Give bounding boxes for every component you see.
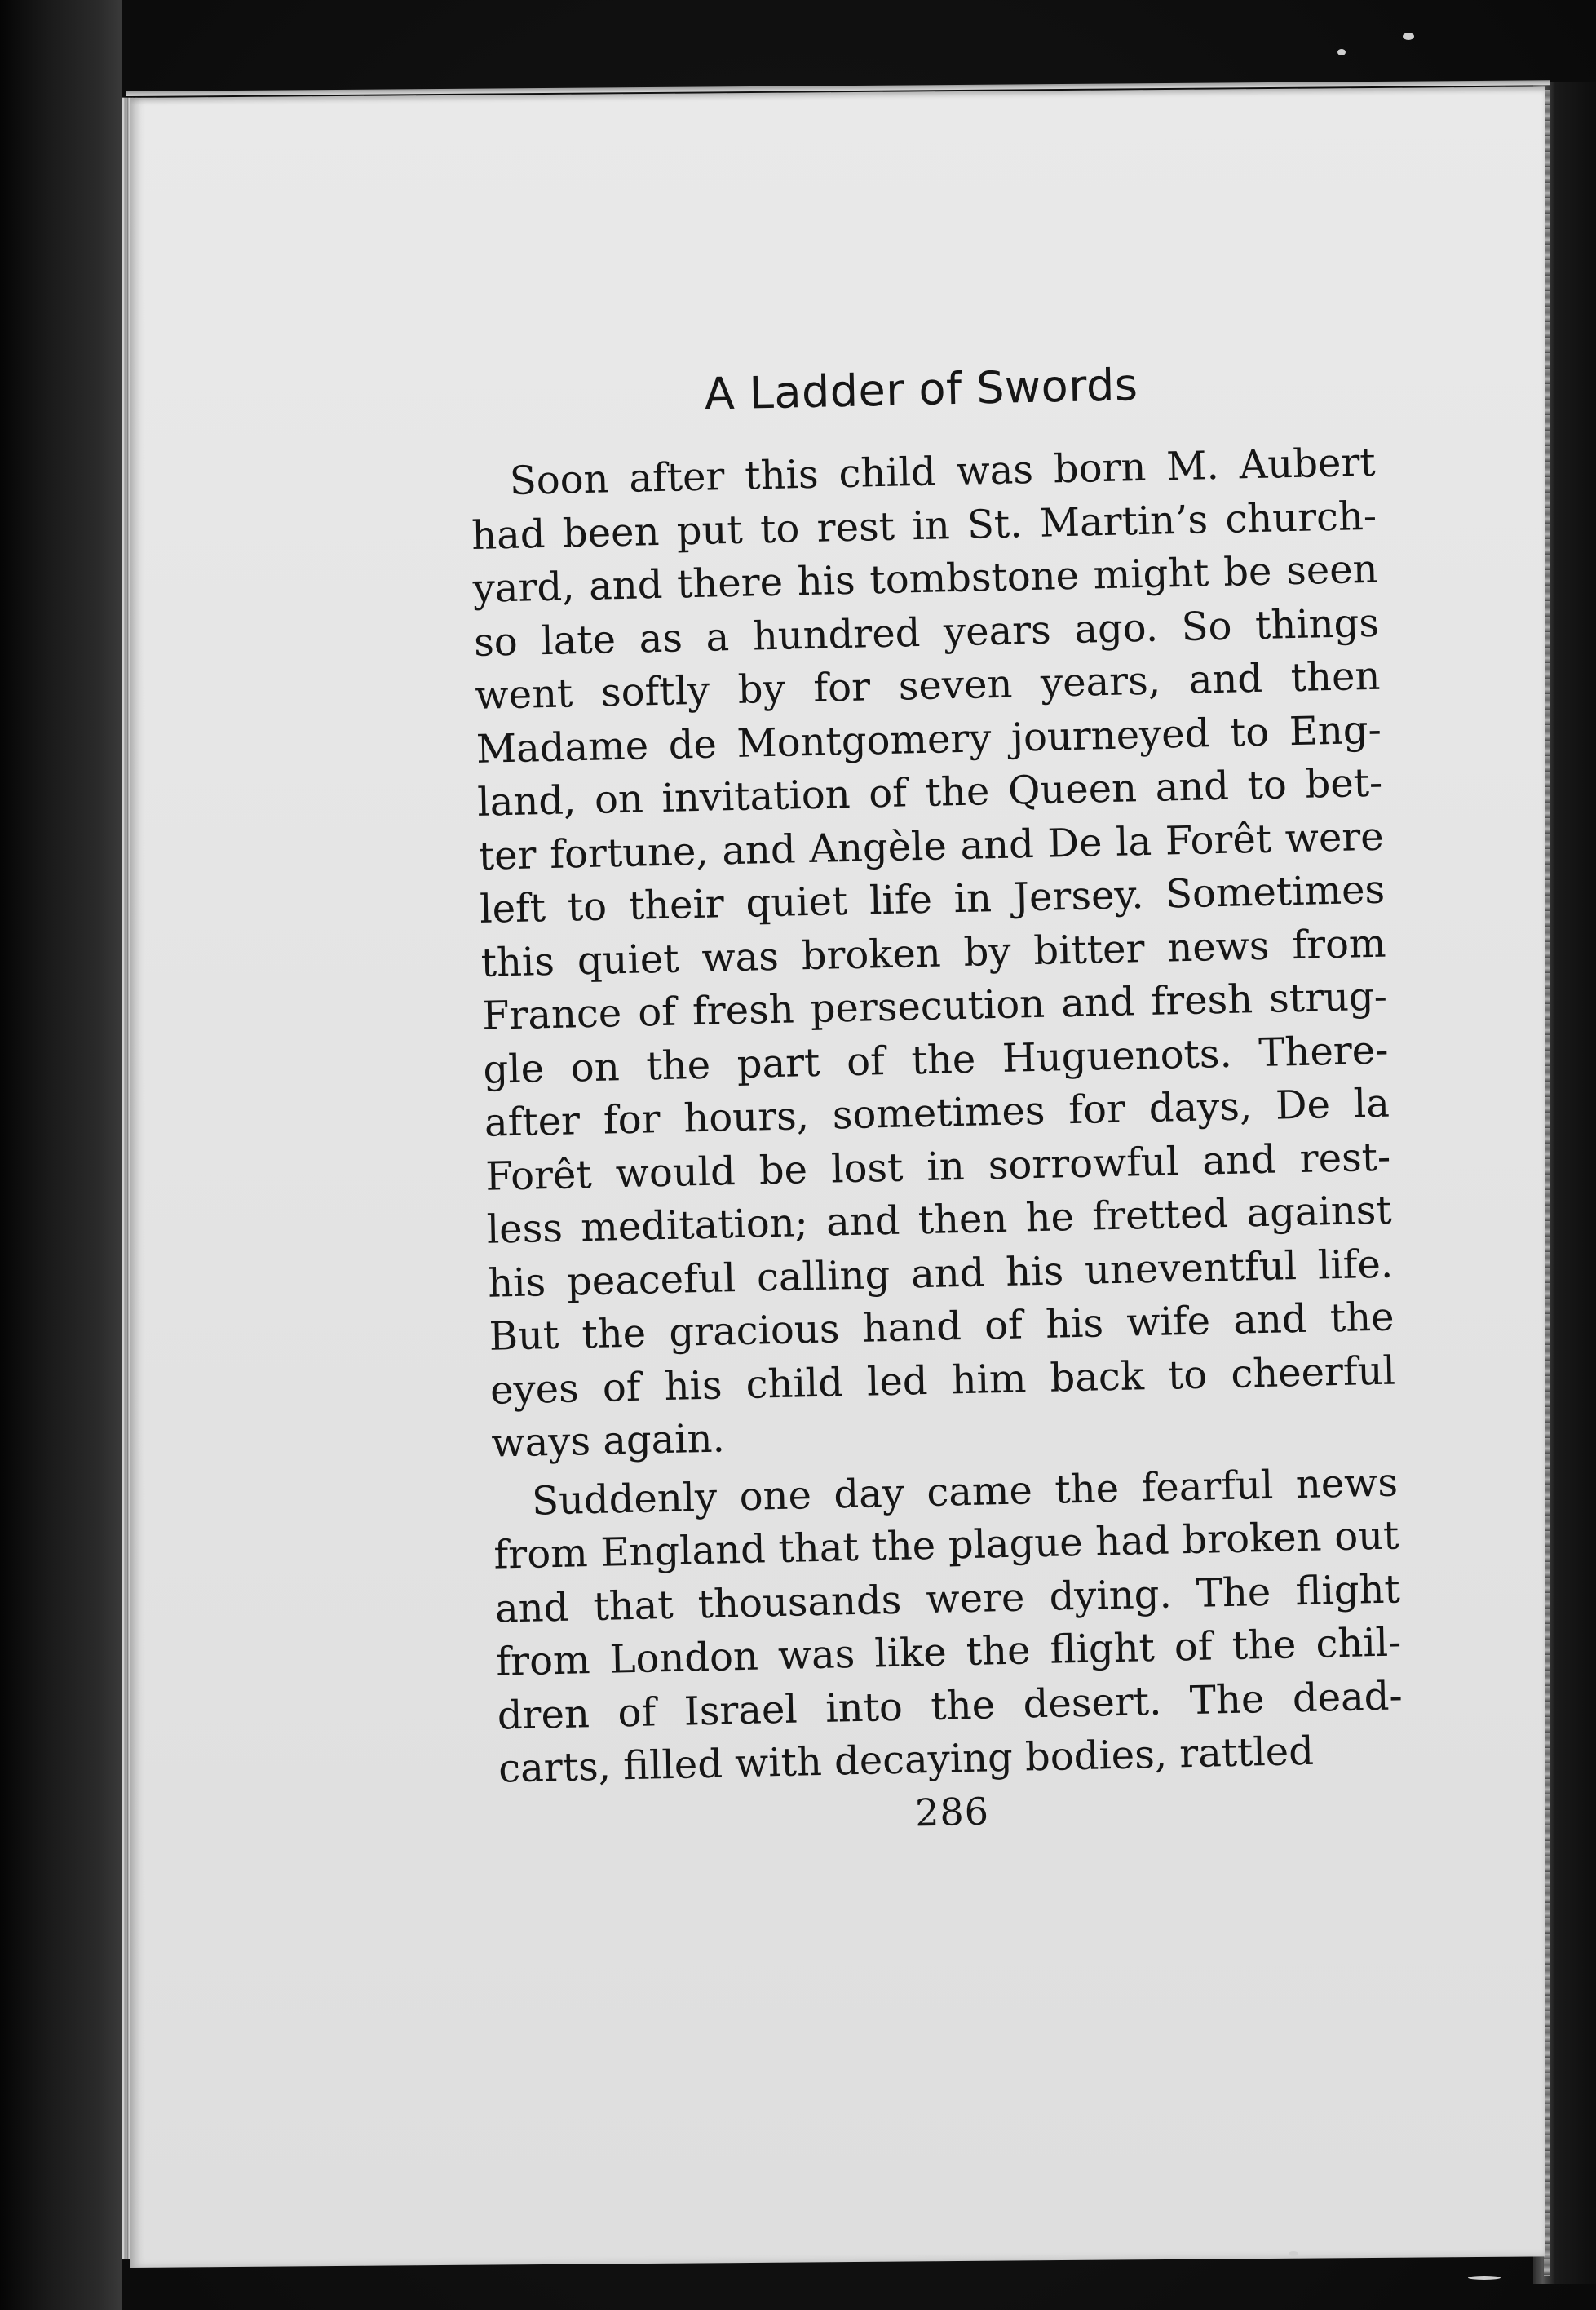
text-line: from London was like the flight of the chil- xyxy=(495,1619,1402,1686)
text-line: Madame de Montgomery journeyed to Eng- xyxy=(475,706,1382,772)
dust-speck xyxy=(1403,33,1414,40)
dust-speck xyxy=(1289,2251,1298,2256)
page-text-block xyxy=(468,356,1405,1844)
text-line: and that thousands were dying. The flight xyxy=(494,1566,1401,1632)
page-number: 286 xyxy=(914,1789,990,1835)
text-line: from England that the plague had broken out xyxy=(493,1512,1399,1579)
text-line: carts, filled with decaying bodies, rattled xyxy=(497,1728,1315,1792)
paragraph xyxy=(492,1456,1404,1796)
text-line: gle on the part of the Huguenots. There- xyxy=(482,1027,1389,1093)
text-line: France of fresh persecution and fresh strug- xyxy=(481,973,1388,1040)
text-line: ways again. xyxy=(490,1415,726,1467)
book-spine-shadow xyxy=(0,0,122,2310)
text-line: Soon after this child was born M. Aubert xyxy=(509,440,1377,505)
paragraph xyxy=(470,436,1397,1471)
text-line: Forêt would be lost in sorrowful and rest- xyxy=(484,1134,1391,1200)
text-line: this quiet was broken by bitter news from xyxy=(480,920,1387,986)
dust-speck xyxy=(1337,49,1346,55)
dust-speck xyxy=(1468,2276,1501,2280)
text-line: had been put to rest in St. Martin’s church- xyxy=(471,493,1377,559)
text-line: ter fortune, and Angèle and De la Forêt were xyxy=(478,813,1385,879)
text-line: dren of Israel into the desert. The dead- xyxy=(497,1673,1404,1739)
text-line: so late as a hundred years ago. So things xyxy=(473,600,1380,666)
running-head: A Ladder of Swords xyxy=(703,359,1139,420)
text-line: Suddenly one day came the fearful news xyxy=(531,1459,1399,1525)
text-line: his peaceful calling and his uneventful life. xyxy=(487,1241,1394,1307)
text-line: after for hours, sometimes for days, De la xyxy=(484,1080,1390,1147)
text-line: eyes of his child led him back to cheerful xyxy=(489,1348,1396,1414)
text-line: left to their quiet life in Jersey. Sometimes xyxy=(479,867,1386,933)
text-line: less meditation; and then he fretted against xyxy=(486,1187,1393,1254)
text-line: went softly by for seven years, and then xyxy=(474,653,1381,719)
text-line: But the gracious hand of his wife and the xyxy=(489,1294,1395,1361)
text-line: land, on invitation of the Queen and to bet- xyxy=(476,760,1383,826)
text-line: yard, and there his tombstone might be seen xyxy=(472,547,1379,613)
